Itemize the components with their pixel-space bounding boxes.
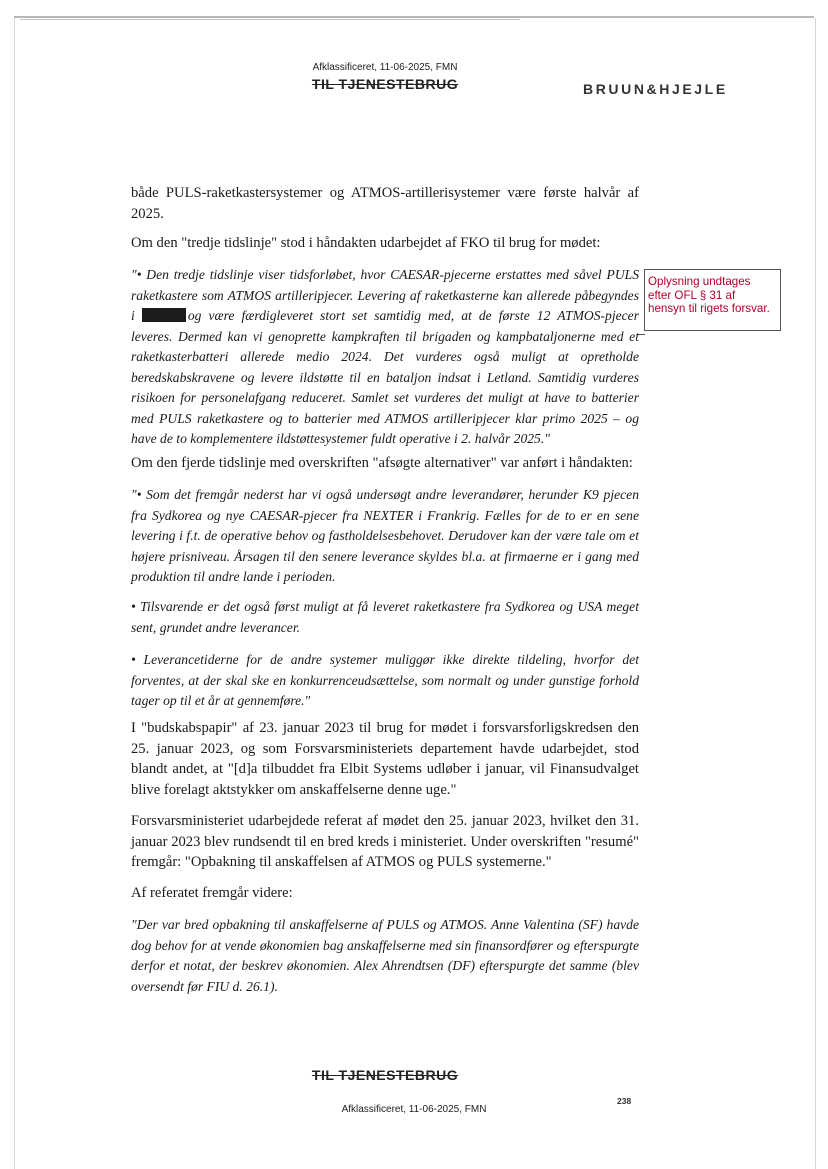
page-number: 238 xyxy=(617,1096,632,1106)
quote-2-block xyxy=(131,485,639,588)
redaction-note-line: hensyn til rigets forsvar. xyxy=(648,302,770,315)
paragraph-6-block xyxy=(131,883,639,904)
redaction-note-pointer xyxy=(638,334,645,335)
quote-1-block xyxy=(131,265,639,450)
paragraph: Om den "tredje tidslinje" stod i håndakten udarbejdet af FKO til brug for mødet: xyxy=(131,235,601,251)
quote-paragraph: "Der var bred opbakning til anskaffelserne af PULS og ATMOS. Anne Valentina (SF) havde dog behov for at vende økonomien bag anskaffelserne med sin finansordfører og efterspurgte derfor et notat, der beskrev økonomien. Alex Ahrendtsen (DF) efterspurgte det samme (blev oversendt før FIU d. 26.1). xyxy=(131,917,639,994)
declassification-stamp-top: Afklassificeret, 11-06-2025, FMN xyxy=(312,62,458,73)
paragraph-5-block xyxy=(131,811,639,873)
quote-paragraph: • Leverancetiderne for de andre systemer muliggør ikke direkte tildeling, hvorfor det forventes, at der skal ske en konkurrenceudsættelse, som normalt og under gunstige forhold tager op til et år at gennemføre." xyxy=(131,652,639,708)
scan-edge xyxy=(14,18,15,1169)
quote-paragraph: • Tilsvarende er det også først muligt at få leveret raketkastere fra Sydkorea og USA meget sent, grundet andre leverancer. xyxy=(131,599,639,635)
quote-3-block xyxy=(131,597,639,638)
paragraph-2-block xyxy=(131,233,639,254)
redaction-note-line: efter OFL § 31 af xyxy=(648,288,736,302)
law-firm-logo: BRUUN&HJEJLE xyxy=(583,81,728,97)
scan-edge xyxy=(20,19,520,20)
paragraph-4-block xyxy=(131,718,639,800)
paragraph-3-block xyxy=(131,453,639,474)
quote-4-block xyxy=(131,650,639,712)
redaction-bar xyxy=(142,308,186,322)
quote-paragraph xyxy=(131,265,639,450)
paragraph: I "budskabspapir" af 23. januar 2023 til brug for mødet i forsvarsforligskredsen den 25. januar 2023, og som Forsvarsministeriets departement havde udarbejdet, stod blandt andet, at "[d]a tilbuddet fra Elbit Systems udløber i januar, vil Finansudvalget blive forelagt aktstykker om anskaffelserne denne uge." xyxy=(131,720,639,798)
quote-paragraph: "• Som det fremgår nederst har vi også undersøgt andre leverandører, herunder K9 pjecen fra Sydkorea og nye CAESAR-pjecer fra NEXTER i Frankrig. Fælles for de to er en sene levering i f.t. de operative behov og fastholdelsesbehovet. Derudover kan der være tale om et højere prisniveau. Årsagen til den senere leverance skyldes bl.a. at firmaerne er i gang med produktion til andre lande i perioden. xyxy=(131,487,639,584)
declassification-stamp-bottom: Afklassificeret, 11-06-2025, FMN xyxy=(341,1104,487,1115)
quote-5-block xyxy=(131,915,639,997)
redaction-note-line: Oplysning undtages xyxy=(648,275,751,288)
classification-footer: TIL TJENESTEBRUG xyxy=(311,1067,459,1083)
quote-text: og være færdigleveret stort set samtidig med, at de første 12 ATMOS-pjecer leveres. Dermed kan vi genoprette kampkraften til brigaden og kampbataljonerne med et raketkasterbatteri allerede medio 2024. Det vurderes også muligt at opretholde beredskabskravene og levere ildstøtte til en bataljon indsat i Letland. Samtidig vurderes risikoen for personelafgang reduceret. Samlet set vurderes det muligt at have to batterier med PULS raketkastere og to batterier med ATMOS artilleripjecer klar primo 2025 – og have de to komplementere ildstøttesystemer fuldt operative i 2. halvår 2025." xyxy=(131,308,639,446)
paragraph: Om den fjerde tidslinje med overskriften "afsøgte alternativer" var anført i håndakten: xyxy=(131,455,633,471)
classification-header: TIL TJENESTEBRUG xyxy=(311,76,459,92)
scan-edge xyxy=(14,16,814,18)
paragraph: Forsvarsministeriet udarbejdede referat af mødet den 25. januar 2023, hvilket den 31. januar 2023 blev rundsendt til en bred kreds i ministeriet. Under overskriften "resumé" fremgår: "Opbakning til anskaffelsen af ATMOS og PULS systemerne." xyxy=(131,813,639,870)
redaction-note-box xyxy=(644,269,781,331)
quote-text: "• Den tredje tidslinje viser tidsforløbet, hvor CAESAR-pjecerne erstattes med såvel PULS raketkastere som ATMOS artilleripjecer. Levering af raketkasterne kan allerede påbegyndes i xyxy=(131,267,639,323)
scan-edge xyxy=(815,18,816,1169)
paragraph-1-block xyxy=(131,183,639,224)
paragraph: Af referatet fremgår videre: xyxy=(131,885,293,901)
paragraph: både PULS-raketkastersystemer og ATMOS-artillerisystemer være første halvår af 2025. xyxy=(131,185,639,222)
